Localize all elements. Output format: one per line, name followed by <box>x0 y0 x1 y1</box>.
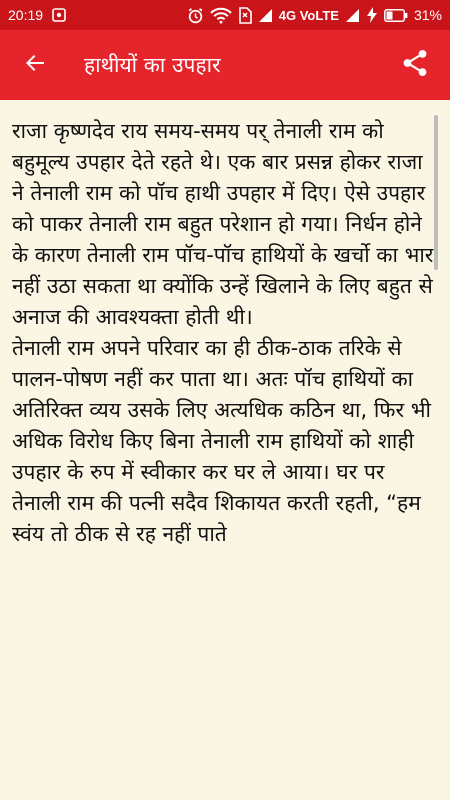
battery-icon <box>384 9 408 22</box>
story-paragraph: राजा कृष्णदेव राय समय-समय पर् तेनाली राम को बहुमूल्य उपहार देते रहते थे। एक बार प्रसन्न होकर राजा ने तेनाली राम को पॉच हाथी उपहार में दिए। ऐसे उपहार को पाकर तेनाली राम बहुत परेशान हो गया। निर्धन होने के कारण तेनाली राम पॉच-पॉच हाथियों के खर्चो का भार नहीं उठा सकता था क्योंकि उन्हें खिलाने के लिए बहुत से अनाज की आवश्यक्ता होती थी। <box>12 119 434 329</box>
story-content[interactable] <box>0 100 450 740</box>
share-button[interactable] <box>380 30 450 100</box>
status-time: 20:19 <box>8 7 44 23</box>
app-bar <box>0 30 450 100</box>
notification-icon <box>51 7 67 23</box>
scrollbar[interactable] <box>434 115 438 270</box>
story-text <box>0 100 450 550</box>
network-type: 4G VoLTE <box>278 7 339 23</box>
share-icon <box>402 49 428 81</box>
signal-icon-2 <box>345 8 360 23</box>
battery-percent: 31% <box>413 7 442 23</box>
wifi-icon <box>210 7 232 24</box>
back-button[interactable] <box>0 30 70 100</box>
charging-icon <box>366 7 378 23</box>
alarm-icon <box>187 7 204 24</box>
story-paragraph: तेनाली राम अपने परिवार का ही ठीक-ठाक तरिके से पालन-पोषण नहीं कर पाता था। अतः पॉच हाथियों का अतिरिक्त व्यय उसके लिए अत्यधिक कठिन था, फिर भी अधिक विरोध किए बिना तेनाली राम हाथियों को शाही उपहार के रुप में स्वीकार कर घर ले आया। घर पर तेनाली राम की पत्नी सदैव शिकायत करती रहती, “हम स्वंय तो ठीक से रह नहीं पाते <box>12 336 431 546</box>
no-sim-icon <box>238 7 252 24</box>
status-bar <box>0 0 450 30</box>
bottom-blank-area <box>0 740 450 800</box>
signal-icon <box>258 8 273 23</box>
page-title: हाथीयों का उपहार <box>84 53 221 77</box>
arrow-back-icon <box>23 51 47 79</box>
